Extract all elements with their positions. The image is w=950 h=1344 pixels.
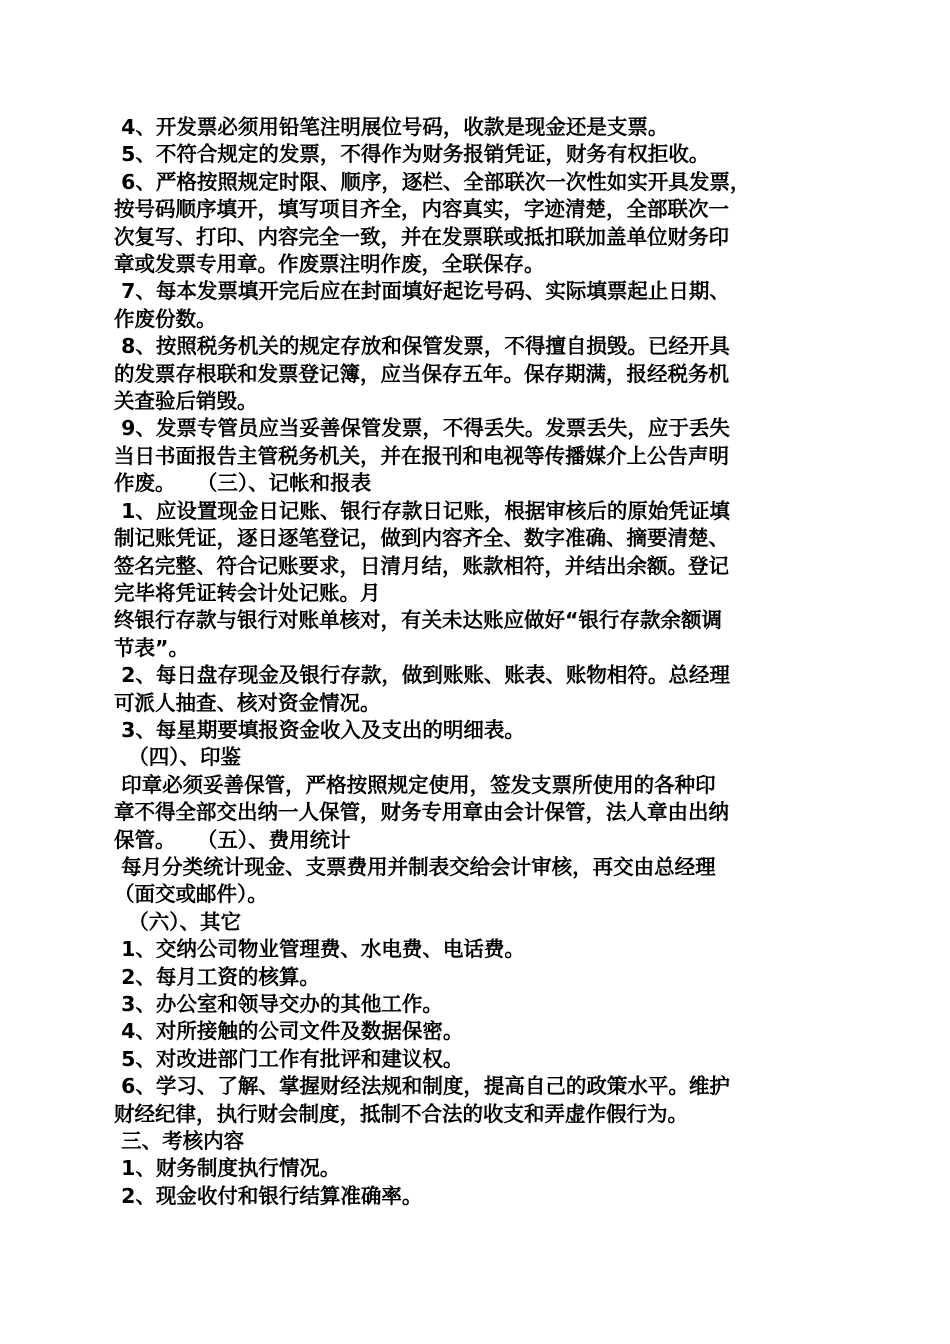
text-line: 制记账凭证，逐日逐笔登记，做到内容齐全、数字准确、摘要清楚、 xyxy=(114,526,729,551)
text-line: 2、现金收付和银行结算准确率。 xyxy=(114,1183,423,1208)
text-line: 4、开发票必须用铅笔注明展位号码，收款是现金还是支票。 xyxy=(114,115,669,139)
text-line: 节表”。 xyxy=(114,635,189,660)
text-line: 5、不符合规定的发票，不得作为财务报销凭证，财务有权拒收。 xyxy=(114,142,710,167)
text-line: 1、应设置现金日记账、银行存款日记账，根据审核后的原始凭证填 xyxy=(114,498,730,523)
text-line: 4、对所接触的公司文件及数据保密。 xyxy=(114,1019,464,1044)
text-line: 1、财务制度执行情况。 xyxy=(114,1156,341,1181)
text-line: 三、考核内容 xyxy=(114,1129,245,1154)
text-line: 1、交纳公司物业管理费、水电费、电话费。 xyxy=(114,937,525,962)
text-line: 2、每日盘存现金及银行存款，做到账账、账表、账物相符。总经理 xyxy=(114,663,730,688)
text-line: 8、按照税务机关的规定存放和保管发票，不得擅自损毁。已经开具 xyxy=(114,334,730,359)
text-line: 7、每本发票填开完后应在封面填好起讫号码、实际填票起止日期、 xyxy=(114,279,730,304)
text-line: 作废份数。 xyxy=(114,306,217,331)
text-line: （四）、印鉴 xyxy=(114,745,242,770)
text-line: 关查验后销毁。 xyxy=(114,389,258,414)
text-line: 签名完整、符合记账要求，日清月结，账款相符，并结出余额。登记 xyxy=(114,553,729,578)
text-line: 完毕将凭证转会计处记账。月 xyxy=(114,580,381,605)
text-line: 3、办公室和领导交办的其他工作。 xyxy=(114,992,443,1016)
text-line: 章或发票专用章。作废票注明作废，全联保存。 xyxy=(114,252,545,277)
text-line: 按号码顺序填开，填写项目齐全，内容真实，字迹清楚，全部联次一 xyxy=(114,197,729,222)
text-line: 当日书面报告主管税务机关，并在报刊和电视等传播媒介上公告声明 xyxy=(114,443,729,468)
text-line: 保管。 （五）、费用统计 xyxy=(114,827,351,852)
text-line: 可派人抽查、核对资金情况。 xyxy=(114,690,381,715)
text-line: 章不得全部交出纳一人保管，财务专用章由会计保管，法人章由出纳 xyxy=(114,800,729,825)
text-line: 每月分类统计现金、支票费用并制表交给会计审核，再交由总经理 xyxy=(114,854,716,879)
text-line: 终银行存款与银行对账单核对，有关未达账应做好“银行存款余额调 xyxy=(114,608,722,633)
text-line: 5、对改进部门工作有批评和建议权。 xyxy=(114,1046,464,1071)
text-line: 9、发票专管员应当妥善保管发票，不得丢失。发票丢失，应于丢失 xyxy=(114,416,730,441)
document-body xyxy=(114,114,840,1210)
text-line: 次复写、打印、内容完全一致，并在发票联或抵扣联加盖单位财务印 xyxy=(114,224,729,249)
text-line: 6、学习、了解、掌握财经法规和制度，提高自己的政策水平。维护 xyxy=(114,1074,730,1099)
text-line: 作废。 （三）、记帐和报表 xyxy=(114,471,372,496)
text-line: 财经纪律，执行财会制度，抵制不合法的收支和弄虚作假行为。 xyxy=(114,1101,688,1126)
text-line: （六）、其它 xyxy=(114,909,242,934)
text-line: 印章必须妥善保管，严格按照规定使用，签发支票所使用的各种印 xyxy=(114,772,716,797)
text-line: 的发票存根联和发票登记簿，应当保存五年。保存期满，报经税务机 xyxy=(114,361,729,386)
text-line: 3、每星期要填报资金收入及支出的明细表。 xyxy=(114,717,525,742)
text-line: 2、每月工资的核算。 xyxy=(114,964,320,989)
text-line: （面交或邮件）。 xyxy=(114,882,268,907)
text-line: 6、严格按照规定时限、顺序，逐栏、全部联次一次性如实开具发票， xyxy=(114,169,751,194)
